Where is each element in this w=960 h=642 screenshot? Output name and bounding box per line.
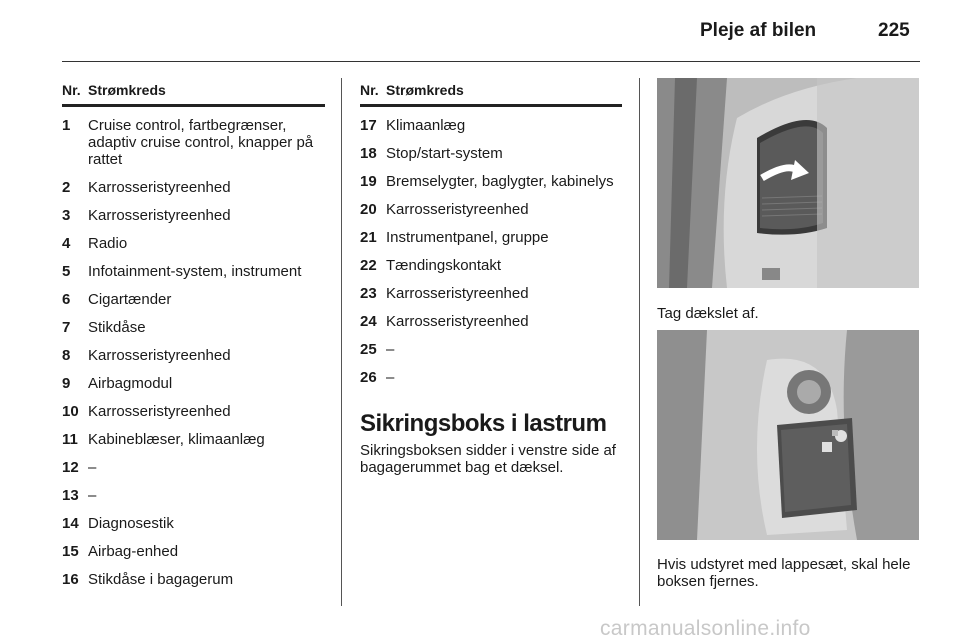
fuse-circuit: Klimaanlæg [386,117,466,134]
table-row [360,313,622,330]
table-row [62,515,325,532]
table-body [62,117,325,588]
fuse-circuit: – [386,341,395,358]
fuse-circuit: Radio [88,235,128,252]
table-row [62,375,325,392]
photo-cargo-cover [657,78,919,288]
fuse-number: 25 [360,341,377,358]
table-row [62,117,325,168]
fuse-circuit: – [386,369,395,386]
table-row [62,263,325,280]
fuse-circuit: Airbagmodul [88,375,173,392]
fuse-circuit: Karrosseristyreenhed [88,347,231,364]
table-header [360,82,622,107]
table-row [360,117,622,134]
table-row [62,487,325,504]
column-divider [341,78,342,606]
fuse-circuit: Karrosseristyreenhed [88,207,231,224]
col-header-circuit: Strømkreds [88,82,166,98]
fuse-number: 1 [62,117,71,134]
fuse-number: 22 [360,257,377,274]
fuse-number: 23 [360,285,377,302]
fuse-number: 16 [62,571,79,588]
table-row [360,201,622,218]
table-row [62,571,325,588]
table-row [360,145,622,162]
fuse-number: 8 [62,347,71,364]
fuse-circuit: – [88,487,97,504]
fuse-circuit: Instrumentpanel, gruppe [386,229,549,246]
fuse-number: 24 [360,313,377,330]
table-row [360,257,622,274]
fuse-number: 14 [62,515,79,532]
table-row [360,285,622,302]
table-row [360,369,622,386]
table-body [360,117,622,386]
table-row [360,341,622,358]
page-number: 225 [878,20,910,41]
fuse-number: 18 [360,145,377,162]
fuse-number: 4 [62,235,71,252]
table-header [62,82,325,107]
header-rule [62,61,920,62]
col-header-nr: Nr. [360,82,379,98]
fuse-circuit: Karrosseristyreenhed [386,285,529,302]
table-row [360,229,622,246]
fuse-circuit: Tændingskontakt [386,257,502,274]
col-header-circuit: Strømkreds [386,82,464,98]
col-header-nr: Nr. [62,82,81,98]
table-row [62,347,325,364]
fuse-number: 7 [62,319,71,336]
column-divider [639,78,640,606]
fuse-circuit: Airbag-enhed [88,543,179,560]
fuse-number: 3 [62,207,71,224]
table-row [62,319,325,336]
photo2-caption: Hvis udstyret med lappesæt, skal hele boksen fjernes. [657,556,911,590]
table-row [62,291,325,308]
fuse-number: 10 [62,403,79,420]
fuse-circuit: Bremselygter, baglygter, kabinelys [386,173,614,190]
section-text: Sikringsboksen sidder i venstre side af bagagerummet bag et dæksel. [360,442,616,476]
fuse-circuit: Karrosseristyreenhed [386,201,529,218]
watermark: carmanualsonline.info [600,617,811,640]
page-header-title: Pleje af bilen [700,20,817,41]
fuse-circuit: Karrosseristyreenhed [88,403,231,420]
fuse-circuit: Kabineblæser, klimaanlæg [88,431,265,448]
fuse-circuit: – [88,459,97,476]
fuse-number: 6 [62,291,71,308]
section-heading: Sikringsboks i lastrum [360,410,607,437]
fuse-circuit: Karrosseristyreenhed [88,179,231,196]
fuse-table-right [360,82,622,476]
table-row [62,431,325,448]
fuse-circuit: Cigartænder [88,291,172,308]
fuse-number: 12 [62,459,79,476]
fuse-circuit: Stikdåse [88,319,146,336]
fuse-number: 26 [360,369,377,386]
table-row [62,403,325,420]
fuse-number: 5 [62,263,71,280]
photo-fuse-box [657,330,919,540]
fuse-circuit: Infotainment-system, instrument [88,263,302,280]
table-row [62,207,325,224]
photo1-caption: Tag dækslet af. [657,305,759,322]
fuse-number: 21 [360,229,377,246]
fuse-number: 19 [360,173,377,190]
fuse-circuit: Karrosseristyreenhed [386,313,529,330]
table-row [62,179,325,196]
fuse-number: 20 [360,201,377,218]
table-row [62,543,325,560]
fuse-number: 13 [62,487,79,504]
fuse-number: 11 [62,431,78,448]
fuse-circuit: Stikdåse i bagagerum [88,571,234,588]
table-row [62,459,325,476]
fuse-circuit: Diagnosestik [88,515,174,532]
table-row [62,235,325,252]
fuse-number: 15 [62,543,79,560]
fuse-circuit: Cruise control, fartbegrænser, adaptiv cruise control, knapper på rattet [88,117,314,168]
table-row [360,173,622,190]
fuse-number: 9 [62,375,71,392]
fuse-table-left [62,82,325,588]
fuse-circuit: Stop/start-system [386,145,503,162]
fuse-number: 17 [360,117,377,134]
fuse-number: 2 [62,179,71,196]
